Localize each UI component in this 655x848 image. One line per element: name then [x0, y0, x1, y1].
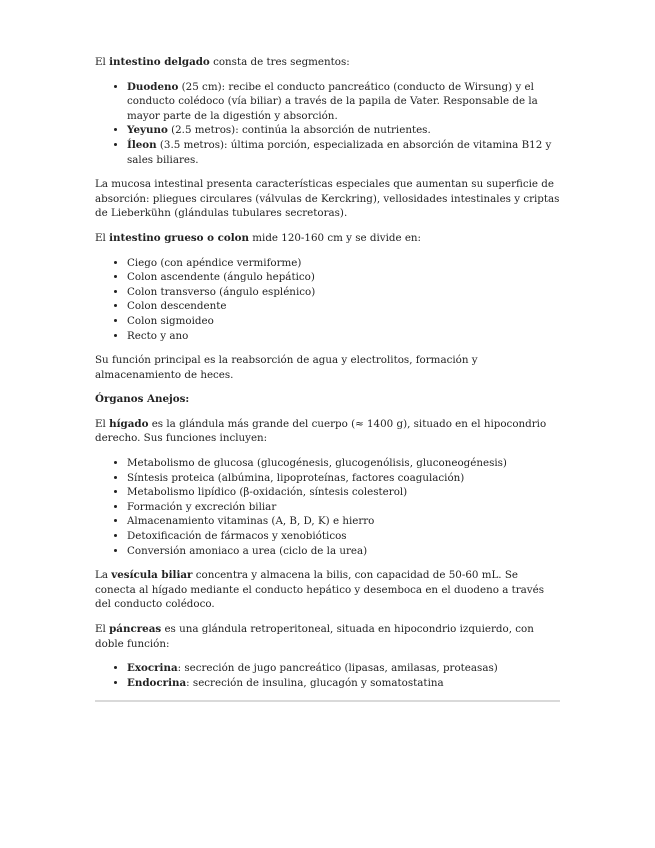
list-item: • Endocrina: secreción de insulina, glucagón y somatostatina: [127, 676, 560, 691]
list-item: • Yeyuno (2.5 metros): continúa la absorción de nutrientes.: [127, 123, 560, 138]
list-item: • Conversión amoniaco a urea (ciclo de la urea): [127, 544, 560, 559]
pancreas-term: páncreas: [109, 623, 162, 635]
colon-term: intestino grueso o colon: [109, 231, 249, 244]
colon-parts-list: [95, 256, 560, 344]
mucosa-paragraph: La mucosa intestinal presenta características especiales que aumentan su superficie de absorción: pliegues circulares (válvulas de Kerckring), vellosidades intestinales y criptas de Lieberkühn (glándulas tubulares secretoras).: [95, 178, 560, 220]
colon-function-paragraph: Su función principal es la reabsorción de agua y electrolitos, formación y almacenamiento de heces.: [95, 354, 478, 381]
gallbladder-paragraph: La vesícula biliar concentra y almacena la bilis, con capacidad de 50-60 mL. Se conecta al hígado mediante el conducto hepático y desemboca en el duodeno a través del conducto colédoco.: [95, 569, 544, 611]
liver-term: hígado: [109, 417, 149, 430]
list-item: • Metabolismo lipídico (β-oxidación, síntesis colesterol): [127, 485, 560, 500]
liver-functions-list: [95, 456, 560, 558]
list-item: • Duodeno (25 cm): recibe el conducto pancreático (conducto de Wirsung) y el conducto colédoco (vía biliar) a través de la papila de Vater. Responsable de la mayor parte de la digestión y absorción.: [127, 80, 560, 124]
list-item: • Síntesis proteica (albúmina, lipoproteínas, factores coagulación): [127, 471, 560, 486]
list-item: • Íleon (3.5 metros): última porción, especializada en absorción de vitamina B12 y sales biliares.: [127, 138, 560, 167]
pancreas-functions-list: [95, 661, 560, 690]
list-item: • Exocrina: secreción de jugo pancreático (lipasas, amilasas, proteasas): [127, 661, 560, 676]
small-intestine-term: intestino delgado: [109, 56, 210, 68]
list-item: • Colon descendente: [127, 299, 560, 314]
small-intestine-segments-list: [95, 80, 560, 168]
list-item: • Colon transverso (ángulo esplénico): [127, 285, 560, 300]
list-item: • Formación y excreción biliar: [127, 500, 560, 515]
list-item: • Colon sigmoideo: [127, 314, 560, 329]
list-item: • Colon ascendente (ángulo hepático): [127, 270, 560, 285]
gallbladder-term: vesícula biliar: [111, 569, 193, 582]
small-intestine-intro: El intestino delgado consta de tres segmentos:: [95, 56, 350, 68]
list-item: • Detoxificación de fármacos y xenobióticos: [127, 529, 560, 544]
list-item: • Metabolismo de glucosa (glucogénesis, glucogenólisis, gluconeogénesis): [127, 456, 560, 471]
list-item: • Ciego (con apéndice vermiforme): [127, 256, 560, 271]
liver-paragraph: El hígado es la glándula más grande del cuerpo (≈ 1400 g), situado en el hipocondrio derecho. Sus funciones incluyen:: [95, 417, 547, 445]
colon-intro: El intestino grueso o colon mide 120-160 cm y se divide en:: [95, 231, 422, 244]
list-item: • Almacenamiento vitaminas (A, B, D, K) e hierro: [127, 514, 560, 529]
pancreas-paragraph: El páncreas es una glándula retroperitoneal, situada en hipocondrio izquierdo, con doble función:: [95, 623, 534, 650]
section-heading: Órganos Anejos:: [95, 393, 190, 406]
list-item: • Recto y ano: [127, 329, 560, 344]
horizontal-rule: [95, 700, 560, 702]
